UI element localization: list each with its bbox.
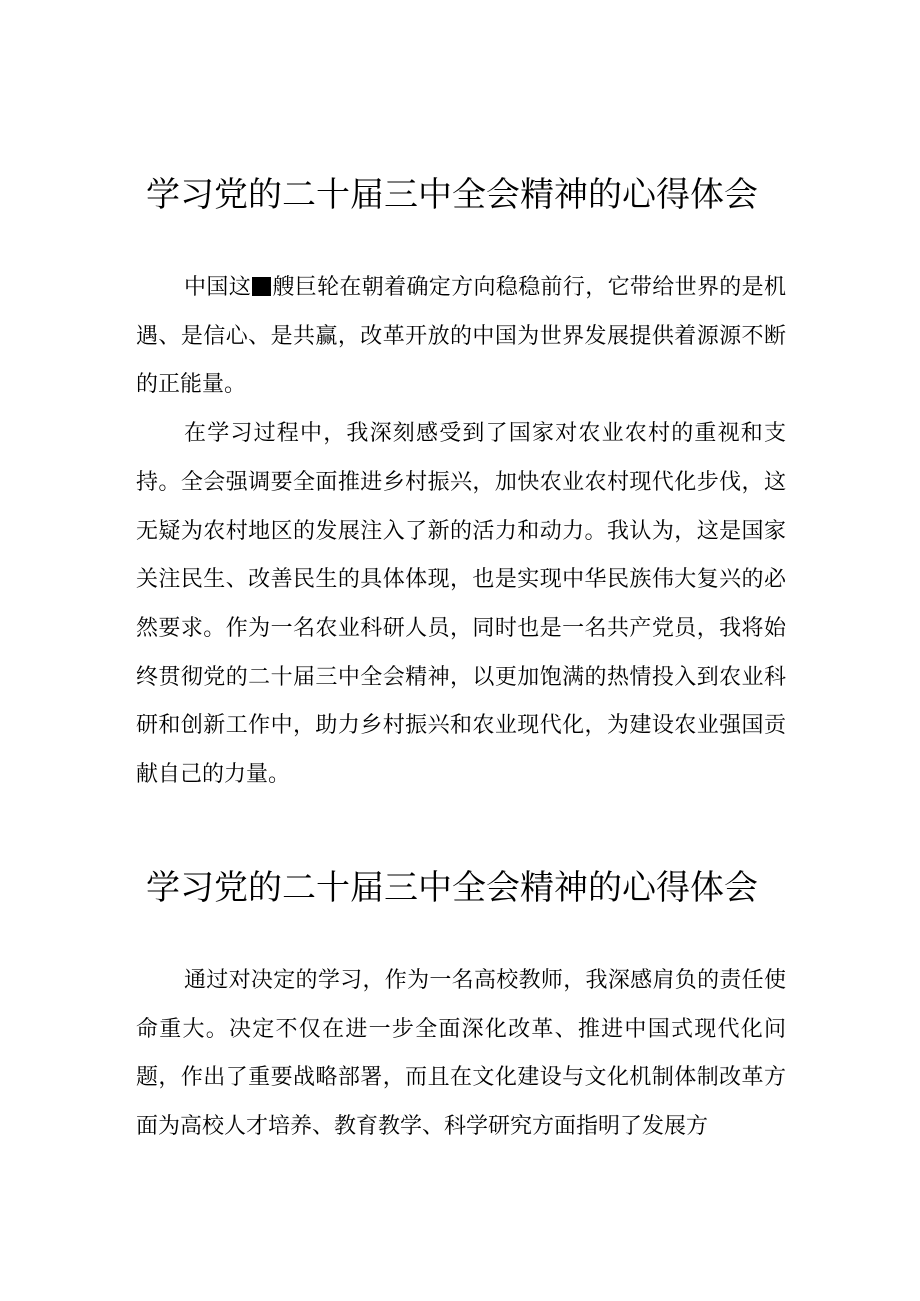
paragraph xyxy=(136,264,786,410)
paragraph: 通过对决定的学习，作为一名高校教师，我深感肩负的责任使命重大。决定不仅在进一步全面深化改革、推进中国式现代化问题，作出了重要战略部署，而且在文化建设与文化机制体制改革方面为高校人才培养、教育教学、科学研究方面指明了发展方 xyxy=(136,968,786,1140)
essay-section-1 xyxy=(0,170,920,788)
section-body xyxy=(136,957,786,1152)
essay-section-2 xyxy=(0,863,920,1140)
paragraph: 在学习过程中，我深刻感受到了国家对农业农村的重视和支持。全会强调要全面推进乡村振兴，加快农业农村现代化步伐，这无疑为农村地区的发展注入了新的活力和动力。我认为，这是国家关注民生、改善民生的具体体现，也是实现中华民族伟大复兴的必然要求。作为一名农业科研人员，同时也是一名共产党员，我将始终贯彻党的二十届三中全会精神，以更加饱满的热情投入到农业科研和创新工作中，助力乡村振兴和农业现代化，为建设农业强国贡献自己的力量。 xyxy=(136,421,786,788)
section-title: 学习党的二十届三中全会精神的心得体会 xyxy=(146,175,758,215)
section-title: 学习党的二十届三中全会精神的心得体会 xyxy=(146,868,758,908)
redaction-block-mark xyxy=(252,277,271,296)
paragraph-text-rest: 艘巨轮在朝着确定方向稳稳前行，它带给世界的是机遇、是信心、是共赢，改革开放的中国为世界发展提供着源源不断的正能量。 xyxy=(136,275,786,398)
paragraph-text-start: 中国这 xyxy=(184,275,252,300)
section-body xyxy=(136,264,786,800)
